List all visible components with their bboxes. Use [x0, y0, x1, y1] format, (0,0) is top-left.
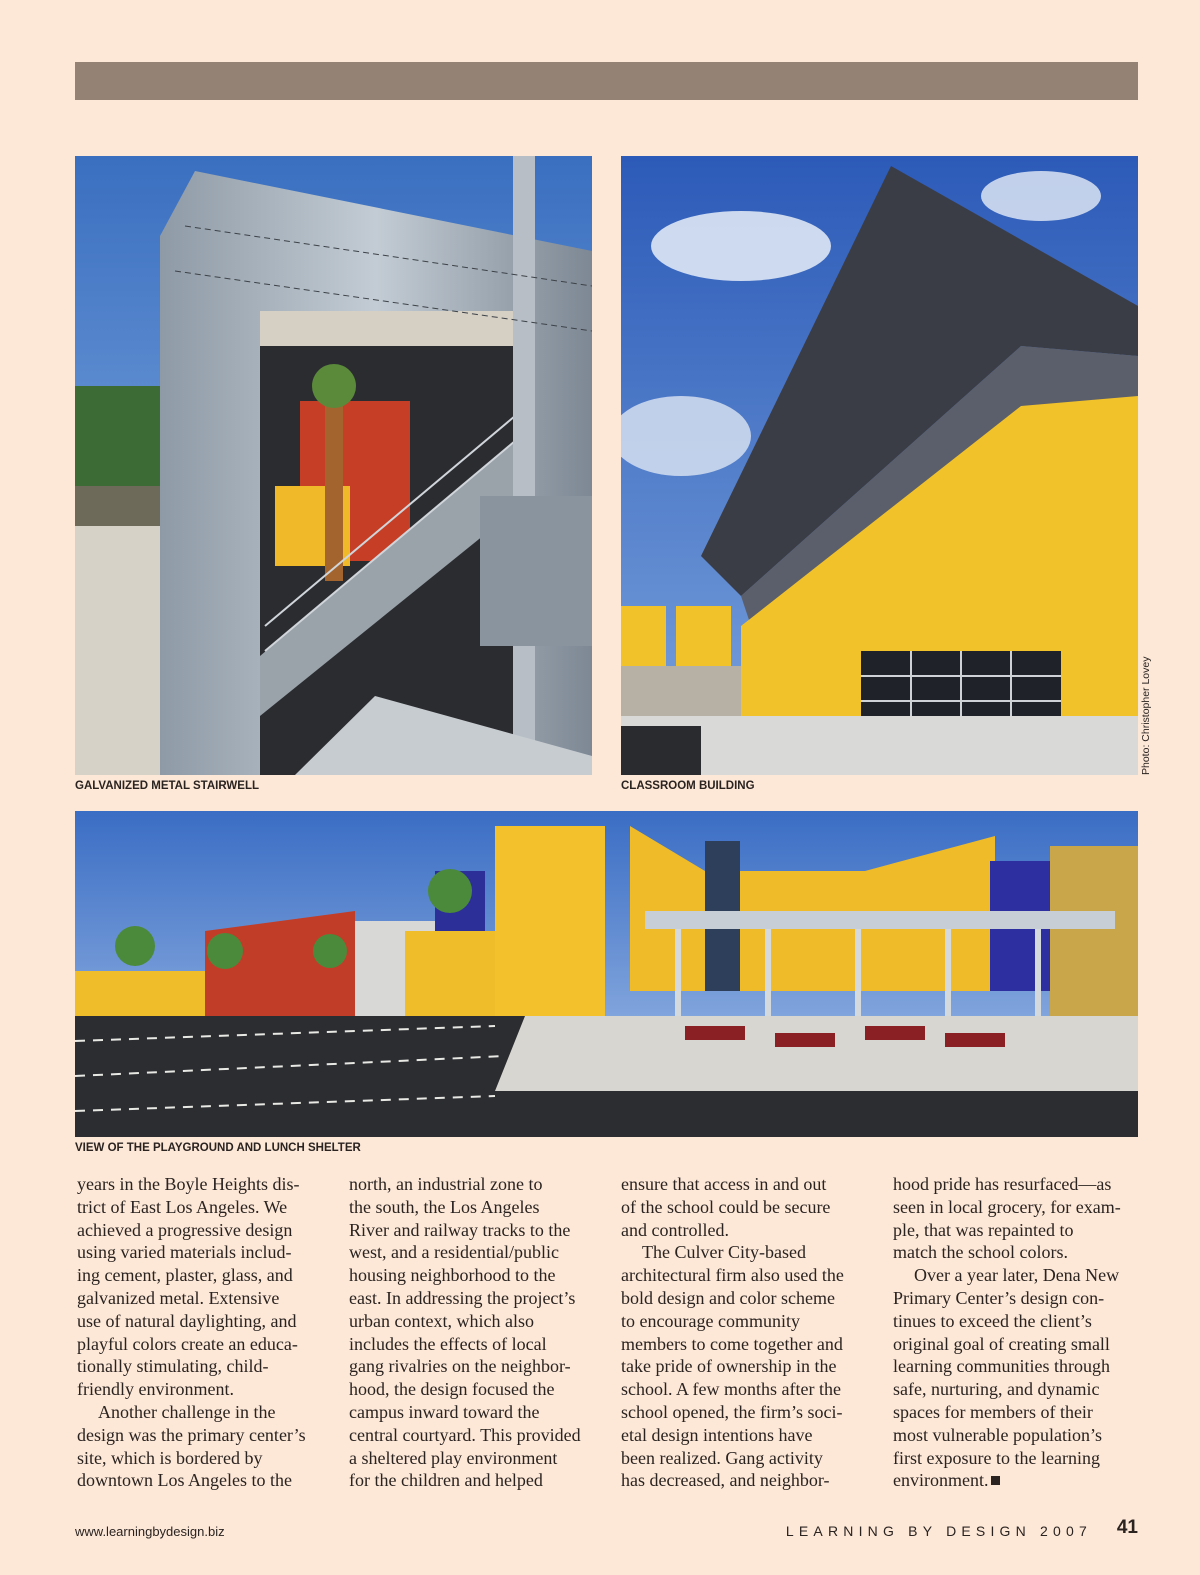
paragraph: hood pride has resurfaced—as seen in local grocery, for exam- ple, that was repainted to match the school colors. — [893, 1174, 1121, 1263]
stairwell-photo — [75, 156, 592, 775]
text-column-4 — [893, 1173, 1143, 1492]
paragraph: north, an industrial zone to the south, the Los Angeles River and railway tracks to the west, and a residential/public housing neighborhood to the east. In addressing the project’s urban context, which also includes the effects of local gang rivalries on the neighbor- hood, the design focused the campus inward toward the central courtyard. This provided a sheltered play environment for the children and helped — [349, 1174, 581, 1491]
text-column-1 — [77, 1173, 327, 1492]
playground-photo — [75, 811, 1138, 1137]
playground-caption: VIEW OF THE PLAYGROUND AND LUNCH SHELTER — [75, 1142, 361, 1154]
paragraph: Another challenge in the design was the primary center’s site, which is bordered by downtown Los Angeles to the — [77, 1401, 306, 1491]
footer-url: www.learningbydesign.biz — [75, 1524, 225, 1539]
photo-credit: Photo: Christopher Lovey — [1140, 656, 1152, 775]
classroom-caption: CLASSROOM BUILDING — [621, 780, 755, 792]
classroom-photo — [621, 156, 1138, 775]
text-column-2 — [349, 1173, 599, 1492]
header-bar — [75, 62, 1138, 100]
paragraph: Over a year later, Dena New Primary Center’s design con- tinues to exceed the client’s original goal of creating small learning communities through safe, nurturing, and dynamic spaces for members of their most vulnerable population’s first exposure to the learning environment. — [893, 1265, 1120, 1491]
end-of-article-icon — [991, 1476, 1000, 1485]
paragraph: ensure that access in and out of the school could be secure and controlled. — [621, 1174, 831, 1240]
page-number: 41 — [1116, 1517, 1138, 1538]
text-column-3 — [621, 1173, 871, 1492]
paragraph: The Culver City-based architectural firm also used the bold design and color scheme to encourage community members to come together and take pride of ownership in the school. A few months after the school opened, the firm’s soci- etal design intentions have been realized. Gang activity has decreased, and neighbor- — [621, 1242, 844, 1491]
paragraph: years in the Boyle Heights dis- trict of East Los Angeles. We achieved a progressive design using varied materials includ- ing cement, plaster, glass, and galvanized metal. Extensive use of natural daylighting, and playful colors create an educa- tionally stimulating, child- friendly environment. — [77, 1174, 300, 1400]
stairwell-caption: GALVANIZED METAL STAIRWELL — [75, 780, 259, 792]
footer-magazine: LEARNING BY DESIGN 2007 — [785, 1523, 1092, 1539]
